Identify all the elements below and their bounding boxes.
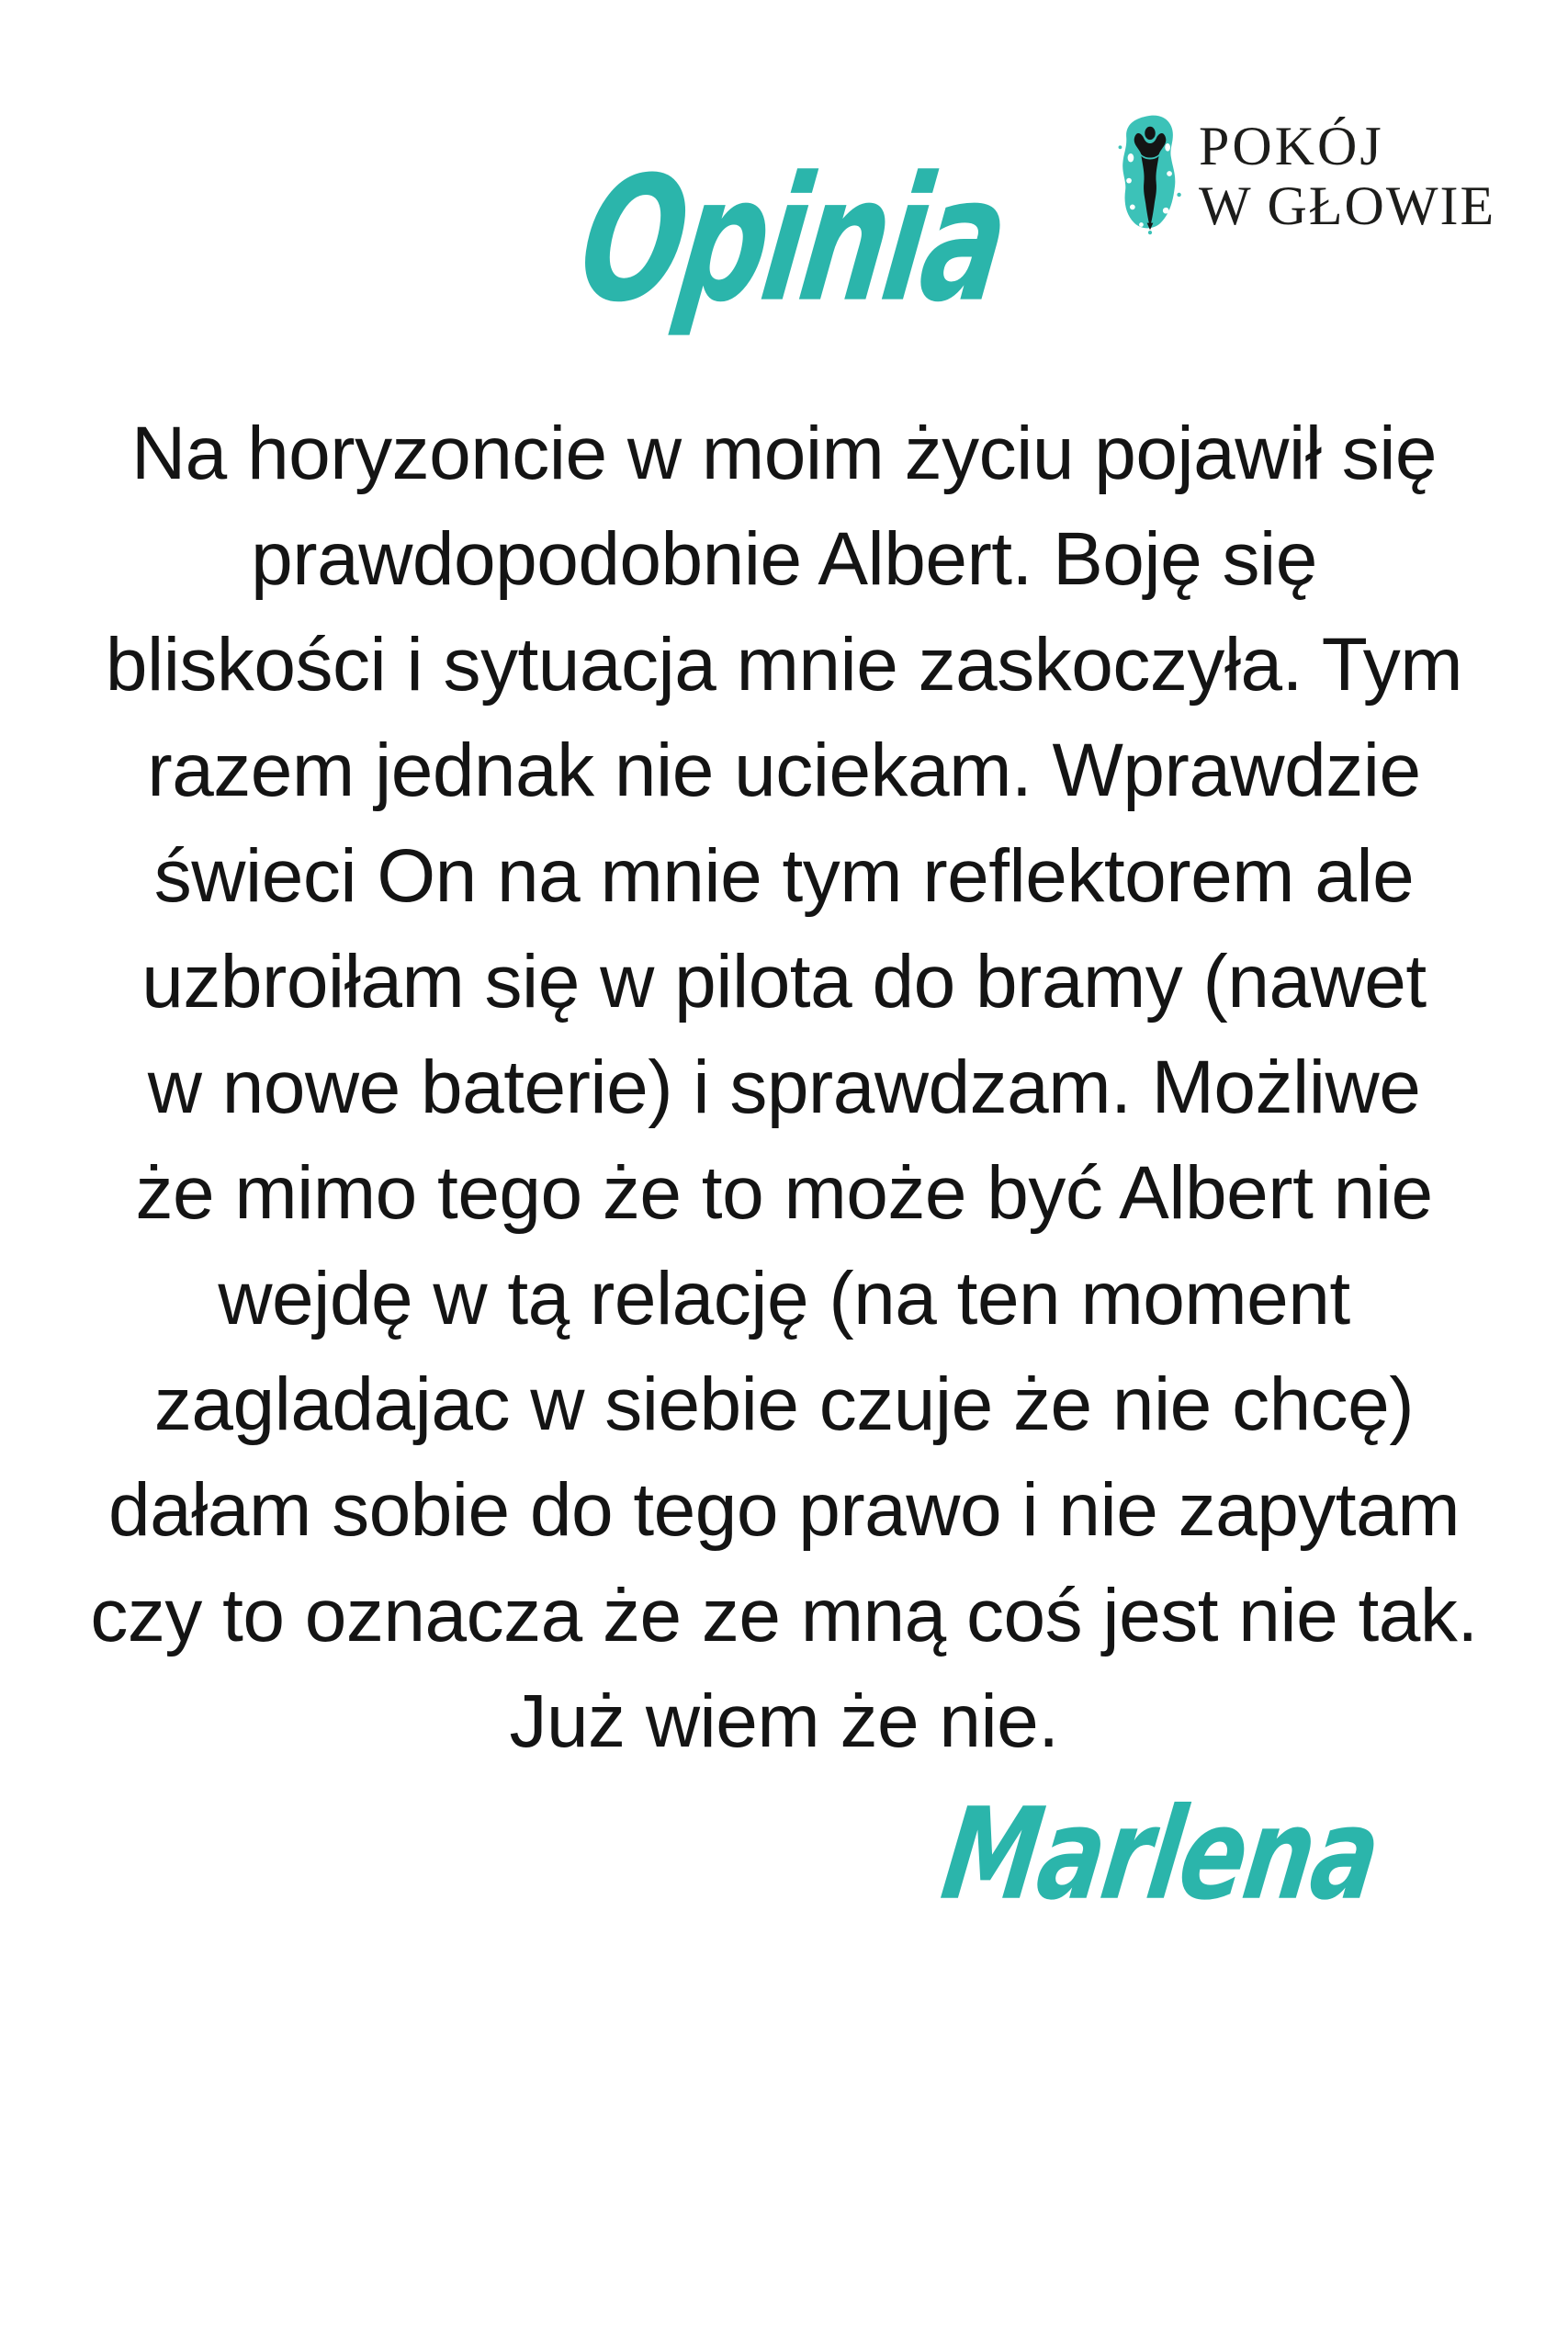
testimonial-line: Już wiem że nie.: [509, 1679, 1059, 1763]
signature: Marlena: [934, 1781, 1388, 1928]
testimonial-line: razem jednak nie uciekam. Wprawdzie: [147, 729, 1421, 812]
testimonial-text: [0, 401, 1568, 1774]
floating-person-icon: [1114, 112, 1186, 235]
testimonial-line: Na horyzoncie w moim życiu pojawił się: [130, 412, 1438, 495]
testimonial-line: wejdę w tą relację (na ten moment: [218, 1257, 1350, 1340]
testimonial-line: czy to oznacza że ze mną coś jest nie tak.: [90, 1574, 1478, 1657]
testimonial-line: zagladajac w siebie czuje że nie chcę): [153, 1363, 1415, 1446]
testimonial-line: bliskości i sytuacja mnie zaskoczyła. Tym: [105, 623, 1463, 707]
logo-wordmark: [1199, 112, 1495, 235]
testimonial-line: dałam sobie do tego prawo i nie zapytam: [107, 1468, 1461, 1552]
brand-logo: [1114, 112, 1495, 235]
logo-wordmark-line1: POKÓJ: [1199, 116, 1384, 176]
page-title: Opinia: [569, 140, 1017, 342]
testimonial-line: prawdopodobnie Albert. Boję się: [251, 517, 1317, 601]
testimonial-line: że mimo tego że to może być Albert nie: [135, 1151, 1433, 1235]
testimonial-line: świeci On na mnie tym reflektorem ale: [153, 834, 1415, 918]
testimonial-line: w nowe baterie) i sprawdzam. Możliwe: [147, 1046, 1421, 1129]
testimonial-line: uzbroiłam się w pilota do bramy (nawet: [141, 940, 1427, 1023]
logo-wordmark-line2: W GŁOWIE: [1199, 175, 1496, 236]
